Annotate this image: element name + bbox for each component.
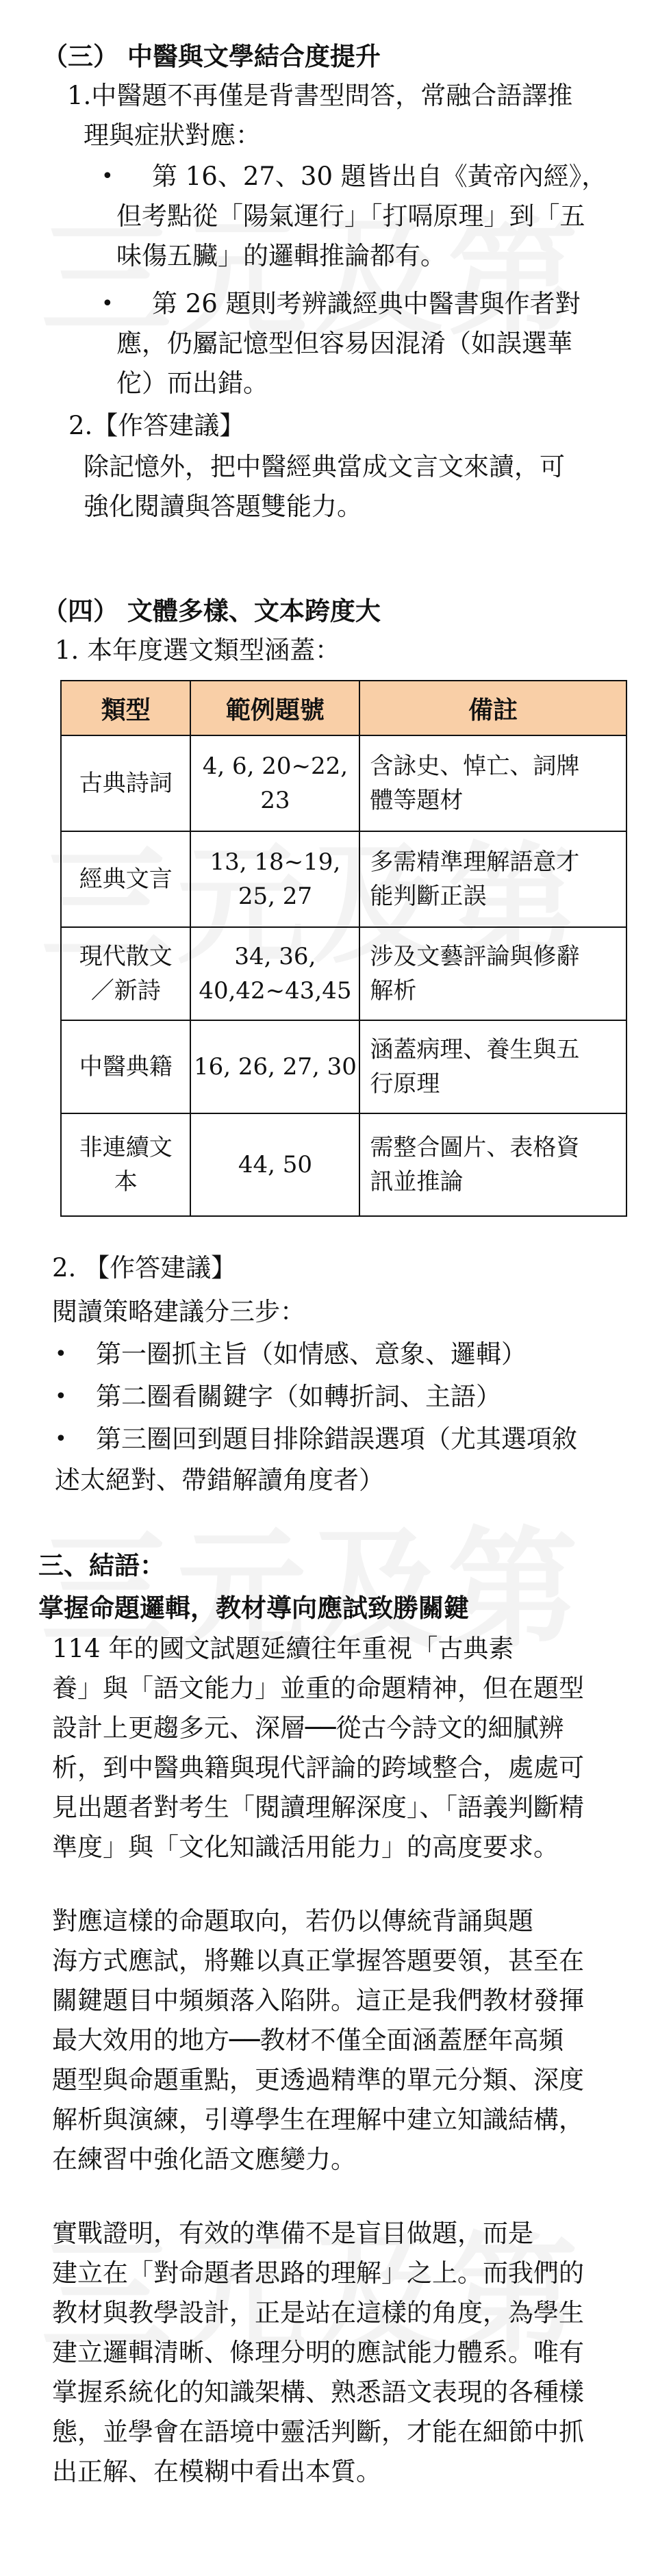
paragraph-line: 題型與命題重點，更透過精準的單元分類、深度 (52, 2065, 584, 2095)
bullet-line: 味傷五臟」的邏輯推論都有。 (116, 241, 446, 270)
bullet-line: 但考點從「陽氣運行」「打嗝原理」到「五 (116, 201, 585, 231)
type-cell: 古典詩詞 (61, 735, 190, 831)
paragraph-line: 海方式應試，將難以真正掌握答題要領，甚至在 (52, 1946, 584, 1975)
table-header-row (61, 681, 626, 735)
table-header-cell: 範例題號 (190, 681, 359, 735)
paragraph-line: 態，並學會在語境中靈活判斷，才能在細節中抓 (52, 2417, 584, 2447)
paragraph-line: 1.中醫題不再僅是背書型問答，常融合語譯推 (67, 81, 573, 110)
sub-heading: 2. 【作答建議】 (52, 1253, 237, 1283)
bullet-line: 第 16、27、30 題皆出自《黃帝內經》， (152, 162, 607, 191)
text-type-table (60, 680, 627, 1217)
note-cell: 涉及文藝評論與修辭 解析 (359, 927, 626, 1020)
table-row (61, 831, 626, 927)
paragraph-line: 設計上更趨多元、深層──從古今詩文的細膩辨 (52, 1713, 564, 1743)
note-cell: 多需精準理解語意才 能判斷正誤 (359, 831, 626, 927)
bullet-icon: • (55, 1427, 67, 1451)
section-heading: （三） 中醫與文學結合度提升 (42, 41, 381, 71)
bullet-icon: • (101, 164, 114, 188)
type-cell: 非連續文 本 (61, 1113, 190, 1216)
bullet-icon: • (55, 1385, 67, 1409)
table-row (61, 735, 626, 831)
bullet-icon: • (101, 292, 114, 316)
type-cell: 經典文言 (61, 831, 190, 927)
numbers-cell: 16, 26, 27, 30 (190, 1020, 359, 1113)
paragraph-line: 建立邏輯清晰、條理分明的應試能力體系。唯有 (52, 2338, 584, 2367)
note-cell: 含詠史、悼亡、詞牌 體等題材 (359, 735, 626, 831)
paragraph-line: 養」與「語文能力」並重的命題精神，但在題型 (52, 1674, 584, 1703)
paragraph-line: 對應這樣的命題取向，若仍以傳統背誦與題 (52, 1906, 533, 1936)
conclusion-subheading: 掌握命題邏輯，教材導向應試致勝關鍵 (38, 1593, 469, 1623)
bullet-icon: • (55, 1342, 67, 1366)
paragraph-line: 掌握系統化的知識架構、熟悉語文表現的各種樣 (52, 2377, 584, 2407)
paragraph-line: 關鍵題目中頻頻落入陷阱。這正是我們教材發揮 (52, 1986, 584, 2015)
paragraph-line: 114 年的國文試題延續往年重視「古典素 (52, 1634, 514, 1663)
paragraph-line: 閱讀策略建議分三步： (52, 1297, 305, 1326)
bullet-line: 第 26 題則考辨識經典中醫書與作者對 (152, 289, 581, 318)
paragraph-line: 析，到中醫典籍與現代評論的跨域整合，處處可 (52, 1753, 584, 1782)
paragraph-line: 建立在「對命題者思路的理解」之上。而我們的 (52, 2258, 584, 2288)
note-cell: 涵蓋病理、養生與五 行原理 (359, 1020, 626, 1113)
numbers-cell: 4, 6, 20~22, 23 (190, 735, 359, 831)
table-header-cell: 類型 (61, 681, 190, 735)
bullet-line: 述太絕對、帶錯解讀角度者） (55, 1465, 384, 1495)
bullet-line: 第二圈看關鍵字（如轉折詞、主語） (96, 1382, 501, 1411)
conclusion-heading: 三、結語： (38, 1550, 165, 1580)
bullet-line: 第一圈抓主旨（如情感、意象、邏輯） (96, 1339, 527, 1369)
table-row (61, 1113, 626, 1216)
paragraph-line: 教材與教學設計，正是站在這樣的角度，為學生 (52, 2298, 584, 2327)
paragraph-line: 理與症狀對應： (84, 121, 261, 150)
paragraph-line: 實戰證明，有效的準備不是盲目做題，而是 (52, 2219, 533, 2248)
numbers-cell: 13, 18~19, 25, 27 (190, 831, 359, 927)
bullet-line: 佗）而出錯。 (116, 368, 268, 398)
paragraph-line: 出正解、在模糊中看出本質。 (52, 2457, 381, 2486)
paragraph-line: 強化閱讀與答題雙能力。 (84, 492, 362, 521)
paragraph-line: 最大效用的地方──教材不僅全面涵蓋歷年高頻 (52, 2025, 564, 2055)
table-header-cell: 備註 (359, 681, 626, 735)
table-row (61, 1020, 626, 1113)
paragraph-line: 準度」與「文化知識活用能力」的高度要求。 (52, 1832, 559, 1862)
note-cell: 需整合圖片、表格資 訊並推論 (359, 1113, 626, 1216)
paragraph-line: 1. 本年度選文類型涵蓋： (55, 635, 341, 665)
sub-heading: 2.【作答建議】 (68, 411, 245, 440)
paragraph-line: 在練習中強化語文應變力。 (52, 2145, 356, 2174)
paragraph-line: 解析與演練，引導學生在理解中建立知識結構， (52, 2105, 584, 2134)
numbers-cell: 34, 36, 40,42~43,45 (190, 927, 359, 1020)
paragraph-line: 見出題者對考生「閱讀理解深度」、「語義判斷精 (52, 1793, 584, 1822)
paragraph-line: 除記憶外，把中醫經典當成文言文來讀，可 (84, 452, 565, 481)
bullet-line: 第三圈回到題目排除錯誤選項（尤其選項敘 (96, 1424, 577, 1454)
bullet-line: 應，仍屬記憶型但容易因混淆（如誤選華 (116, 329, 572, 358)
section-heading: （四） 文體多樣、文本跨度大 (42, 596, 381, 626)
numbers-cell: 44, 50 (190, 1113, 359, 1216)
type-cell: 現代散文 ／新詩 (61, 927, 190, 1020)
table-row (61, 927, 626, 1020)
type-cell: 中醫典籍 (61, 1020, 190, 1113)
